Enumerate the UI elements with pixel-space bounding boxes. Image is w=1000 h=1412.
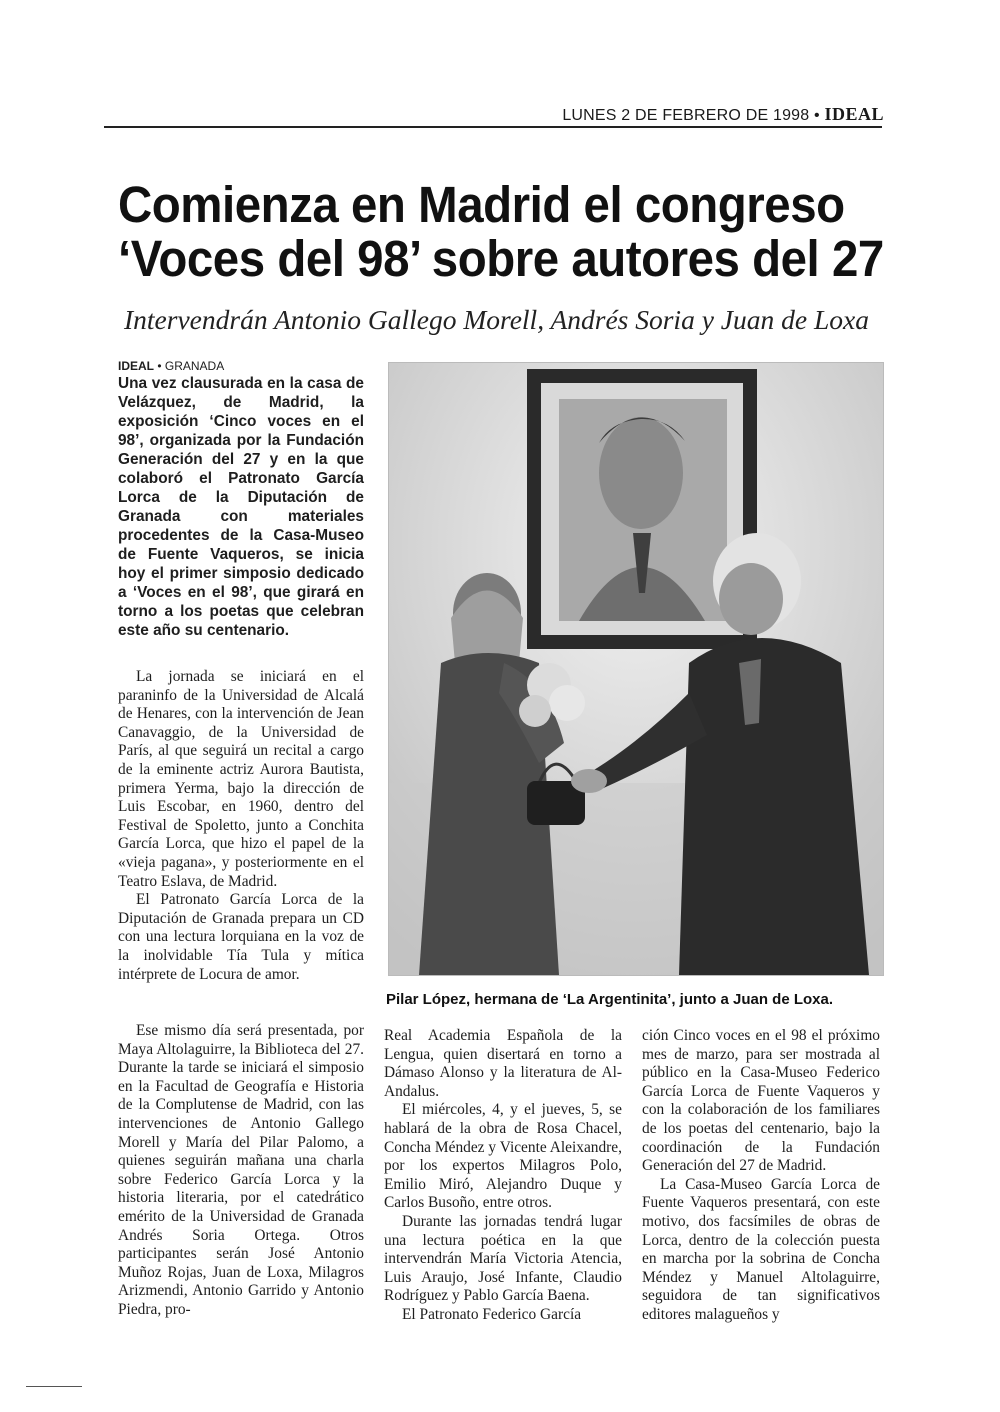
body-paragraph: Durante las jornadas tendrá lugar una lectura poética en la que intervendrán María Victoria Atencia, Luis Araujo, José Infante, Claudio Rodríguez y Pablo García Baena.: [384, 1212, 622, 1305]
body-column-2: [384, 1027, 622, 1325]
body-paragraph: Ese mismo día será presentada, por Maya Altolaguirre, la Biblioteca del 27. Durante la tarde se iniciará el simposio en la Facultad de Geografía e Historia de la Complutense de Madrid, con las intervenciones de Antonio Gallego Morell y María del Pilar Palomo, a quienes seguirán mañana una charla sobre Federico García Lorca y la historia literaria, por el catedrático emérito de la Universidad de Granada Andrés Soria Ortega. Otros participantes serán José Antonio Muñoz Rojas, Juan de Loxa, Milagros Arizmendi, Antonio Garrido y Antonio Piedra, pro-: [118, 1022, 364, 1318]
page-edge-mark: [26, 1386, 82, 1387]
lede-paragraph: Una vez clausurada en la casa de Velázquez, de Madrid, la exposición ‘Cinco voces en el 98’, organizada por la Fundación Generación del 27 y en la que colaboró el Patronato García Lorca de la Diputación de Granada con materiales procedentes de la Casa-Museo de Fuente Vaqueros, se inicia hoy el primer simposio dedicado a ‘Voces en el 98’, que girará en torno a los poetas que celebran este año su centenario.: [118, 375, 364, 639]
photo-illustration: [389, 363, 883, 975]
body-paragraph: Real Academia Española de la Lengua, quien disertará en torno a Dámaso Alonso y la literatura de Al-Andalus.: [384, 1027, 622, 1100]
body-paragraph: ción Cinco voces en el 98 el próximo mes de marzo, para ser mostrada al público en la Casa-Museo Federico García Lorca de Fuente Vaqueros y con la colaboración de los familiares de los poetas del centenario, bajo la coordinación de la Fundación Generación del 27 de Madrid.: [642, 1027, 880, 1175]
article-photo: [388, 362, 884, 976]
header-rule: [104, 126, 882, 128]
body-column-1-lower: [118, 1022, 364, 1320]
headline-line-1: Comienza en Madrid el congreso: [118, 176, 845, 233]
body-column-1: [118, 668, 364, 984]
body-paragraph: La jornada se iniciará en el paraninfo de la Universidad de Alcalá de Henares, con la intervención de Jean Canavaggio, de la Universidad de París, al que seguirá un recital a cargo de la eminente actriz Aurora Bautista, primera Yerma, bajo la dirección de Luis Escobar, en 1960, dentro del Festival de Spoletto, junto a Conchita García Lorca, que hizo el papel de la «vieja pagana», y posteriormente en el Teatro Eslava, de Madrid.: [118, 668, 364, 890]
headline: [118, 176, 884, 287]
body-paragraph: El Patronato García Lorca de la Diputación de Granada prepara un CD con una lectura lorquiana en la voz de la inolvidable Tía Tula y mítica intérprete de Locura de amor.: [118, 891, 364, 983]
dateline: [118, 358, 364, 374]
body-column-3: [642, 1027, 880, 1325]
dateline-place: • GRANADA: [157, 359, 225, 373]
photo-caption: Pilar López, hermana de ‘La Argentinita’, junto a Juan de Loxa.: [386, 991, 834, 1008]
dateline-source: IDEAL: [118, 359, 154, 373]
newspaper-brand: IDEAL: [824, 104, 884, 124]
headline-line-2: ‘Voces del 98’ sobre autores del 27: [118, 230, 884, 287]
body-paragraph: El Patronato Federico García: [402, 1305, 582, 1323]
page-header: [500, 104, 884, 125]
issue-date: LUNES 2 DE FEBRERO DE 1998 •: [562, 107, 820, 124]
subheadline: Intervendrán Antonio Gallego Morell, Andrés Soria y Juan de Loxa: [124, 304, 869, 335]
body-paragraph: La Casa-Museo García Lorca de Fuente Vaqueros presentará, con este motivo, dos facsímiles de obras de Lorca, dentro de la colección puesta en marcha por la sobrina de Concha Méndez y Manuel Altolaguirre, seguidora de tan significativos editores malagueños y: [642, 1175, 880, 1323]
lede-block: [118, 358, 364, 640]
body-paragraph: El miércoles, 4, y el jueves, 5, se hablará de la obra de Rosa Chacel, Concha Méndez y Vicente Aleixandre, por los expertos Milagros Polo, Emilio Miró, Alejandro Duque y Carlos Busoño, entre otros.: [384, 1101, 622, 1212]
